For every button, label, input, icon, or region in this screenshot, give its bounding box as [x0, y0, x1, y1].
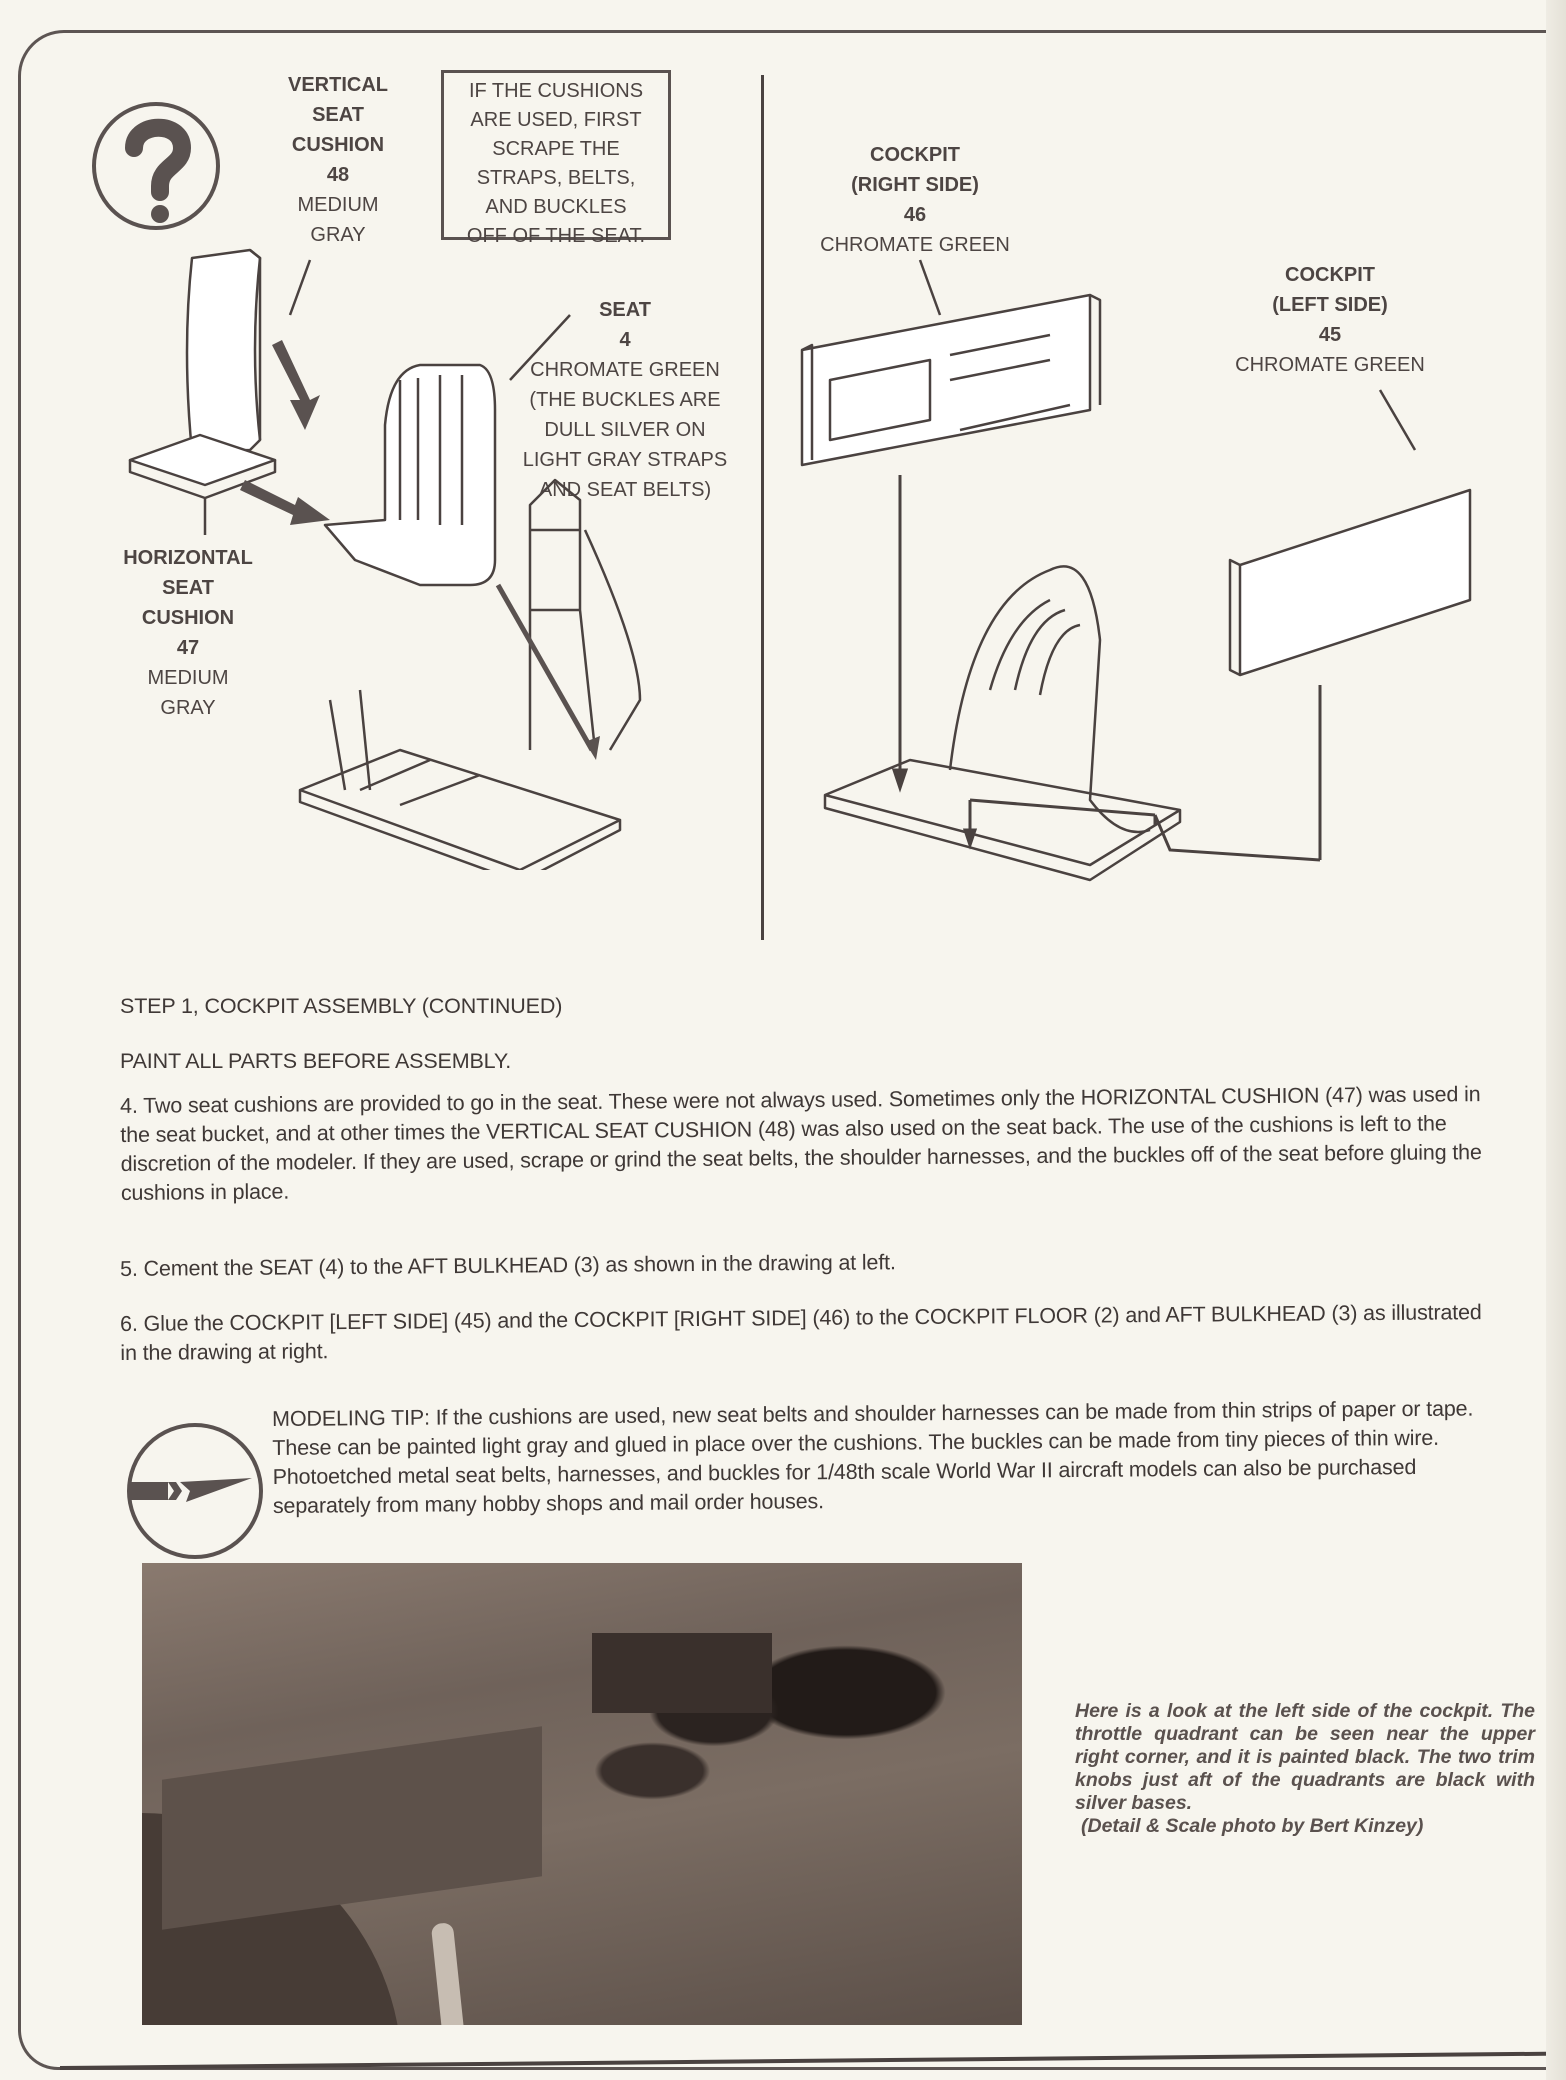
note-line: OFF OF THE SEAT.	[466, 225, 646, 247]
note-line: SCRAPE THE	[492, 138, 620, 160]
part-number: 4	[619, 329, 631, 351]
photo-lever	[431, 1922, 465, 2025]
photo-placard	[162, 1726, 542, 1929]
part-number: 48	[326, 164, 350, 186]
paint-color: MEDIUM	[147, 667, 229, 689]
arrow-icon	[240, 480, 330, 525]
photo-credit: (Detail & Scale photo by Bert Kinzey)	[1081, 1815, 1424, 1837]
cockpit-right-side-part	[802, 295, 1090, 465]
label-line: SEAT	[312, 104, 364, 126]
photo-panel	[592, 1633, 772, 1713]
seat-part	[950, 566, 1150, 832]
label-line: COCKPIT	[1285, 264, 1375, 286]
paint-color: GRAY	[160, 697, 216, 719]
note-line: IF THE CUSHIONS	[468, 80, 644, 102]
seat-assembly-diagram	[100, 230, 760, 870]
aft-bulkhead-part	[530, 480, 595, 750]
cockpit-floor-part	[825, 760, 1180, 880]
paint-note: LIGHT GRAY STRAPS	[522, 449, 728, 471]
label-line: (LEFT SIDE)	[1272, 294, 1388, 316]
step-heading: STEP 1, COCKPIT ASSEMBLY (CONTINUED)	[120, 994, 563, 1018]
label-line: CUSHION	[291, 134, 385, 156]
note-line: AND BUCKLES	[485, 196, 627, 218]
instruction-step-5: 5. Cement the SEAT (4) to the AFT BULKHEAD (3) as shown in the drawing at left.	[120, 1250, 896, 1281]
label-line: VERTICAL	[288, 74, 388, 96]
photo-caption	[1075, 1700, 1535, 1838]
label-line: SEAT	[599, 299, 651, 321]
paint-color: GRAY	[310, 224, 366, 246]
paint-color: CHROMATE GREEN	[530, 359, 720, 381]
instruction-step-4: 4. Two seat cushions are provided to go in the seat. These were not always used. Sometimes only the HORIZONTAL CUSHION (47) was used in the seat bucket, and at other times the VERTICAL SEAT CUSHION (48) was also used on the seat back. The use of the cushions is left to the discretion of the modeler. If they are used, scrape or grind the seat belts, the shoulder harnesses, and the buckles off of the seat before gluing the cushions in place.	[120, 1082, 1482, 1205]
paint-instruction: PAINT ALL PARTS BEFORE ASSEMBLY.	[120, 1049, 512, 1073]
paint-color: MEDIUM	[297, 194, 379, 216]
label-line: HORIZONTAL	[123, 547, 253, 569]
paint-note: (THE BUCKLES ARE	[529, 389, 721, 411]
vertical-seat-cushion-label	[268, 70, 408, 250]
label-line: SEAT	[162, 577, 214, 599]
label-line: CUSHION	[141, 607, 235, 629]
modeling-tip-text: MODELING TIP: If the cushions are used, new seat belts and shoulder harnesses can be made from thin strips of paper or tape. These can be painted light gray and glued in place over the cushions. The buckles can be made from tiny pieces of thin wire. Photoetched metal seat belts, harnesses, and buckles for 1/48th scale World War II aircraft models can also be purchased separately from many hobby shops and mail order houses.	[272, 1396, 1474, 1518]
leader-line	[510, 315, 570, 380]
page-edge	[1546, 0, 1566, 2080]
instruction-step-6: 6. Glue the COCKPIT [LEFT SIDE] (45) and the COCKPIT [RIGHT SIDE] (46) to the COCKPIT FLOOR (2) and AFT BULKHEAD (3) as illustrated in the drawing at right.	[120, 1300, 1482, 1365]
cockpit-left-side-part	[1240, 490, 1470, 675]
leader-line	[290, 260, 310, 315]
cockpit-photo	[142, 1563, 1022, 2025]
paint-color: CHROMATE GREEN	[820, 234, 1010, 256]
arrow-icon	[272, 340, 320, 430]
paint-color: CHROMATE GREEN	[1235, 354, 1425, 376]
part-number: 47	[176, 637, 200, 659]
vertical-cushion-part	[187, 250, 260, 452]
part-number: 46	[903, 204, 927, 226]
paint-note: DULL SILVER ON	[544, 419, 706, 441]
arrow-icon	[894, 770, 906, 788]
diagram-divider	[761, 75, 764, 940]
note-line: ARE USED, FIRST	[470, 109, 642, 131]
caption-text: Here is a look at the left side of the cockpit. The throttle quadrant can be seen near the upper right corner, and it is painted black. The two trim knobs just aft of the quadrants are black with silver bases.	[1075, 1700, 1535, 1814]
warning-note-box	[441, 70, 671, 247]
seat-part	[325, 365, 495, 585]
part-number: 45	[1318, 324, 1342, 346]
hobby-knife-tip-icon	[124, 1420, 266, 1562]
label-line: (RIGHT SIDE)	[851, 174, 979, 196]
label-line: COCKPIT	[870, 144, 960, 166]
leader-line	[1380, 390, 1415, 450]
cockpit-sides-diagram	[790, 240, 1510, 920]
arrow-icon	[965, 830, 975, 845]
paint-note: AND SEAT BELTS)	[538, 479, 712, 501]
leader-line	[920, 260, 940, 315]
note-line: STRAPS, BELTS,	[476, 167, 636, 189]
cockpit-floor-part	[300, 750, 620, 870]
question-mark-icon	[90, 100, 222, 232]
